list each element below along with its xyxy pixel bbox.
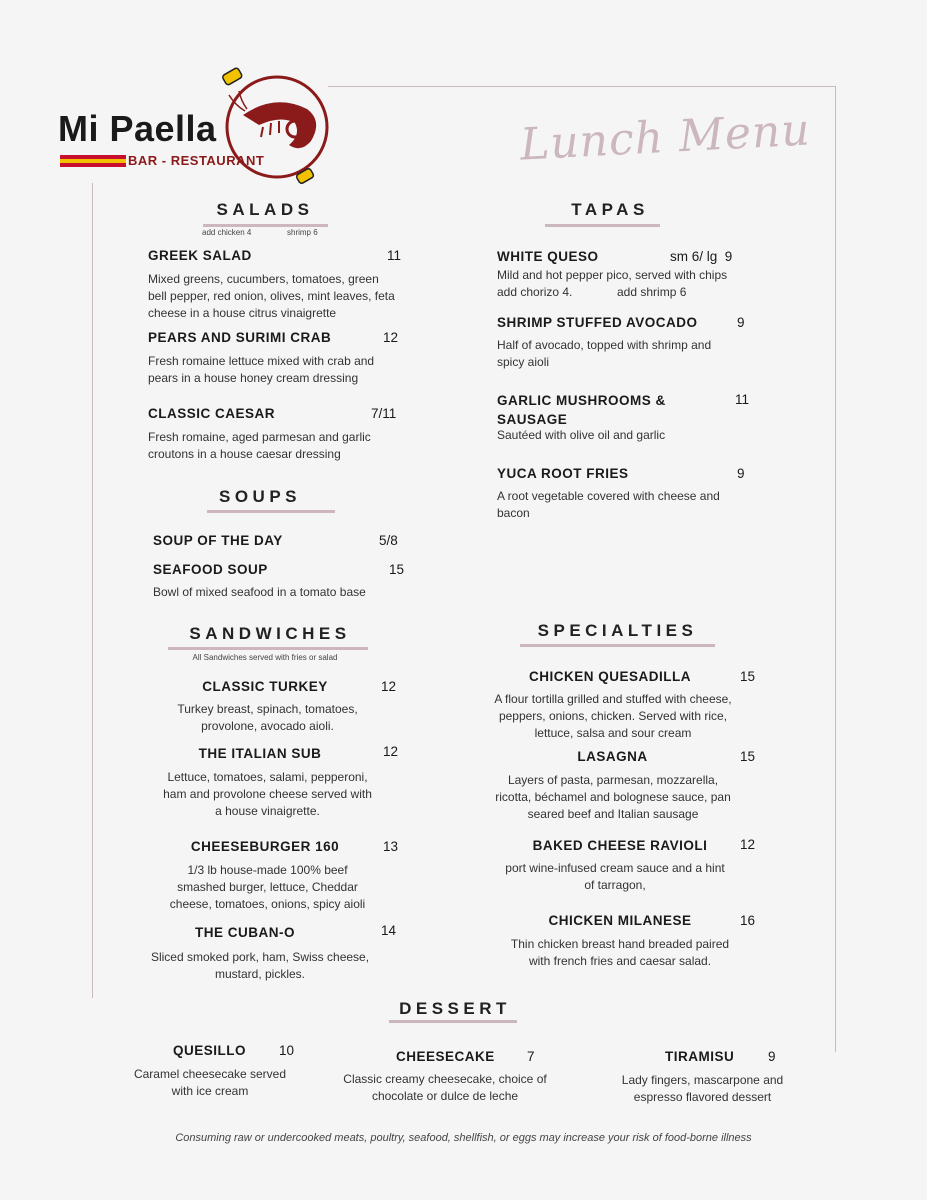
menu-item-name: THE CUBAN-O xyxy=(195,925,295,940)
menu-item-desc: Turkey breast, spinach, tomatoes, xyxy=(177,702,358,716)
menu-item-desc: 1/3 lb house-made 100% beef xyxy=(187,863,348,877)
menu-item-desc: pears in a house honey cream dressing xyxy=(148,371,359,385)
flag-stripe-bottom xyxy=(60,163,126,167)
menu-item-name: CLASSIC TURKEY xyxy=(202,679,328,694)
menu-item-desc: bacon xyxy=(497,506,530,520)
menu-item-price: 12 xyxy=(383,330,399,345)
logo-tagline: BAR - RESTAURANT xyxy=(128,153,265,168)
menu-item-price: 12 xyxy=(740,837,756,852)
menu-item-price: 9 xyxy=(737,466,745,481)
specialties-heading: SPECIALTIES xyxy=(537,621,698,640)
soups-underline xyxy=(207,510,335,513)
menu-item-name: CHICKEN MILANESE xyxy=(548,913,692,928)
specialties-underline xyxy=(520,644,715,647)
allergy-disclaimer: Consuming raw or undercooked meats, poultry, seafood, shellfish, or eggs may increase your risk of food-borne illness xyxy=(175,1132,752,1144)
menu-item-desc: smashed burger, lettuce, Cheddar xyxy=(177,880,358,894)
menu-item-name: SHRIMP STUFFED AVOCADO xyxy=(497,315,698,330)
menu-item-name: YUCA ROOT FRIES xyxy=(497,466,629,481)
tapas-extra-shrimp: add shrimp 6 xyxy=(617,285,687,299)
menu-item-name: GREEK SALAD xyxy=(148,248,252,263)
menu-item-desc: Caramel cheesecake served xyxy=(133,1067,287,1081)
tapas-extra-chorizo: add chorizo 4. xyxy=(497,285,573,299)
menu-item-desc: Fresh romaine lettuce mixed with crab and xyxy=(148,354,375,368)
menu-item-desc: seared beef and Italian sausage xyxy=(527,807,699,821)
menu-item-price: 15 xyxy=(740,669,756,684)
menu-item-name: SAUSAGE xyxy=(497,412,568,427)
menu-item-name: TIRAMISU xyxy=(665,1049,735,1064)
menu-item-desc: Thin chicken breast hand breaded paired xyxy=(510,937,730,951)
menu-item-price: 9 xyxy=(737,315,745,330)
menu-item-desc: chocolate or dulce de leche xyxy=(371,1089,519,1103)
sandwiches-note: All Sandwiches served with fries or salad xyxy=(192,653,338,662)
page-title: Lunch Menu xyxy=(518,104,812,171)
menu-item-name: QUESILLO xyxy=(173,1043,247,1058)
menu-item-name: SOUP OF THE DAY xyxy=(153,533,283,548)
tapas-heading: TAPAS xyxy=(571,200,649,219)
menu-item-price: 11 xyxy=(387,248,402,263)
menu-item-desc: ricotta, béchamel and bolognese sauce, pan xyxy=(495,790,731,804)
menu-item-desc: cheese, tomatoes, onions, spicy aioli xyxy=(169,897,366,911)
frame-top-line xyxy=(328,86,836,87)
menu-item-desc: of tarragon, xyxy=(584,878,646,892)
menu-item-desc: spicy aioli xyxy=(497,355,550,369)
menu-item-desc: with ice cream xyxy=(171,1084,249,1098)
menu-item-desc: cheese in a house citrus vinaigrette xyxy=(148,306,337,320)
menu-item-desc: Mild and hot pepper pico, served with chips xyxy=(497,268,728,282)
menu-item-name: GARLIC MUSHROOMS & xyxy=(497,393,666,408)
menu-item-desc: espresso flavored dessert xyxy=(633,1090,772,1104)
menu-item-price: 12 xyxy=(381,679,397,694)
menu-item-desc: Classic creamy cheesecake, choice of xyxy=(343,1072,547,1086)
menu-item-desc: ham and provolone cheese served with xyxy=(163,787,372,801)
menu-item-name: BAKED CHEESE RAVIOLI xyxy=(532,838,708,853)
menu-item-desc: bell pepper, red onion, olives, mint leaves, feta xyxy=(148,289,395,303)
sandwiches-heading: SANDWICHES xyxy=(189,624,351,643)
menu-item-desc: Half of avocado, topped with shrimp and xyxy=(497,338,712,352)
menu-item-desc: Lady fingers, mascarpone and xyxy=(621,1073,784,1087)
menu-item-name: PEARS AND SURIMI CRAB xyxy=(148,330,332,345)
menu-item-price: 13 xyxy=(383,839,399,854)
menu-item-desc: a house vinaigrette. xyxy=(215,804,320,818)
menu-item-price: 7 xyxy=(527,1049,535,1064)
menu-item-price: sm 6/ lg 9 xyxy=(670,249,733,264)
salads-underline xyxy=(203,224,328,227)
salads-note-shrimp: shrimp 6 xyxy=(287,228,318,237)
dessert-underline xyxy=(389,1020,517,1023)
menu-item-name: THE ITALIAN SUB xyxy=(198,746,322,761)
soups-heading: SOUPS xyxy=(218,487,302,506)
menu-item-desc: A root vegetable covered with cheese and xyxy=(497,489,720,503)
menu-item-name: CHEESECAKE xyxy=(396,1049,495,1064)
menu-item-name: CHICKEN QUESADILLA xyxy=(528,669,691,684)
menu-item-price: 16 xyxy=(740,913,756,928)
menu-item-price: 10 xyxy=(279,1043,295,1058)
menu-item-desc: lettuce, salsa and sour cream xyxy=(534,726,692,740)
menu-item-desc: Layers of pasta, parmesan, mozzarella, xyxy=(507,773,719,787)
menu-item-price: 15 xyxy=(740,749,756,764)
frame-right-line xyxy=(835,86,836,1052)
tapas-underline xyxy=(545,224,660,227)
salads-heading: SALADS xyxy=(216,200,314,219)
menu-item-price: 11 xyxy=(735,392,750,407)
frame-left-line xyxy=(92,183,93,998)
menu-item-price: 12 xyxy=(383,744,399,759)
menu-item-desc: port wine-infused cream sauce and a hint xyxy=(505,861,725,875)
menu-item-desc: Mixed greens, cucumbers, tomatoes, green xyxy=(148,272,379,286)
menu-item-desc: A flour tortilla grilled and stuffed with cheese, xyxy=(494,692,732,706)
menu-item-price: 14 xyxy=(381,923,397,938)
logo-name: Mi Paella xyxy=(58,108,217,149)
menu-item-name: LASAGNA xyxy=(577,749,648,764)
salads-note-chicken: add chicken 4 xyxy=(202,228,252,237)
menu-item-desc: Sautéed with olive oil and garlic xyxy=(497,428,666,442)
menu-item-name: WHITE QUESO xyxy=(497,249,599,264)
menu-item-desc: croutons in a house caesar dressing xyxy=(148,447,341,461)
menu-item-desc: mustard, pickles. xyxy=(214,967,306,981)
menu-item-desc: peppers, onions, chicken. Served with rice, xyxy=(498,709,728,723)
logo-paella-pan-icon xyxy=(215,65,330,190)
menu-item-name: CHEESEBURGER 160 xyxy=(190,839,340,854)
menu-item-price: 7/11 xyxy=(371,406,397,421)
menu-item-name: SEAFOOD SOUP xyxy=(153,562,268,577)
menu-item-price: 9 xyxy=(768,1049,776,1064)
menu-item-desc: with french fries and caesar salad. xyxy=(528,954,712,968)
menu-item-name: CLASSIC CAESAR xyxy=(148,406,276,421)
menu-item-desc: Sliced smoked pork, ham, Swiss cheese, xyxy=(150,950,370,964)
menu-item-price: 15 xyxy=(389,562,405,577)
sandwiches-underline xyxy=(168,647,368,650)
menu-item-desc: Fresh romaine, aged parmesan and garlic xyxy=(148,430,371,444)
menu-item-desc: Lettuce, tomatoes, salami, pepperoni, xyxy=(167,770,368,784)
menu-item-desc: Bowl of mixed seafood in a tomato base xyxy=(153,585,366,599)
dessert-heading: DESSERT xyxy=(399,999,511,1018)
menu-item-price: 5/8 xyxy=(379,533,398,548)
menu-item-desc: provolone, avocado aioli. xyxy=(201,719,334,733)
